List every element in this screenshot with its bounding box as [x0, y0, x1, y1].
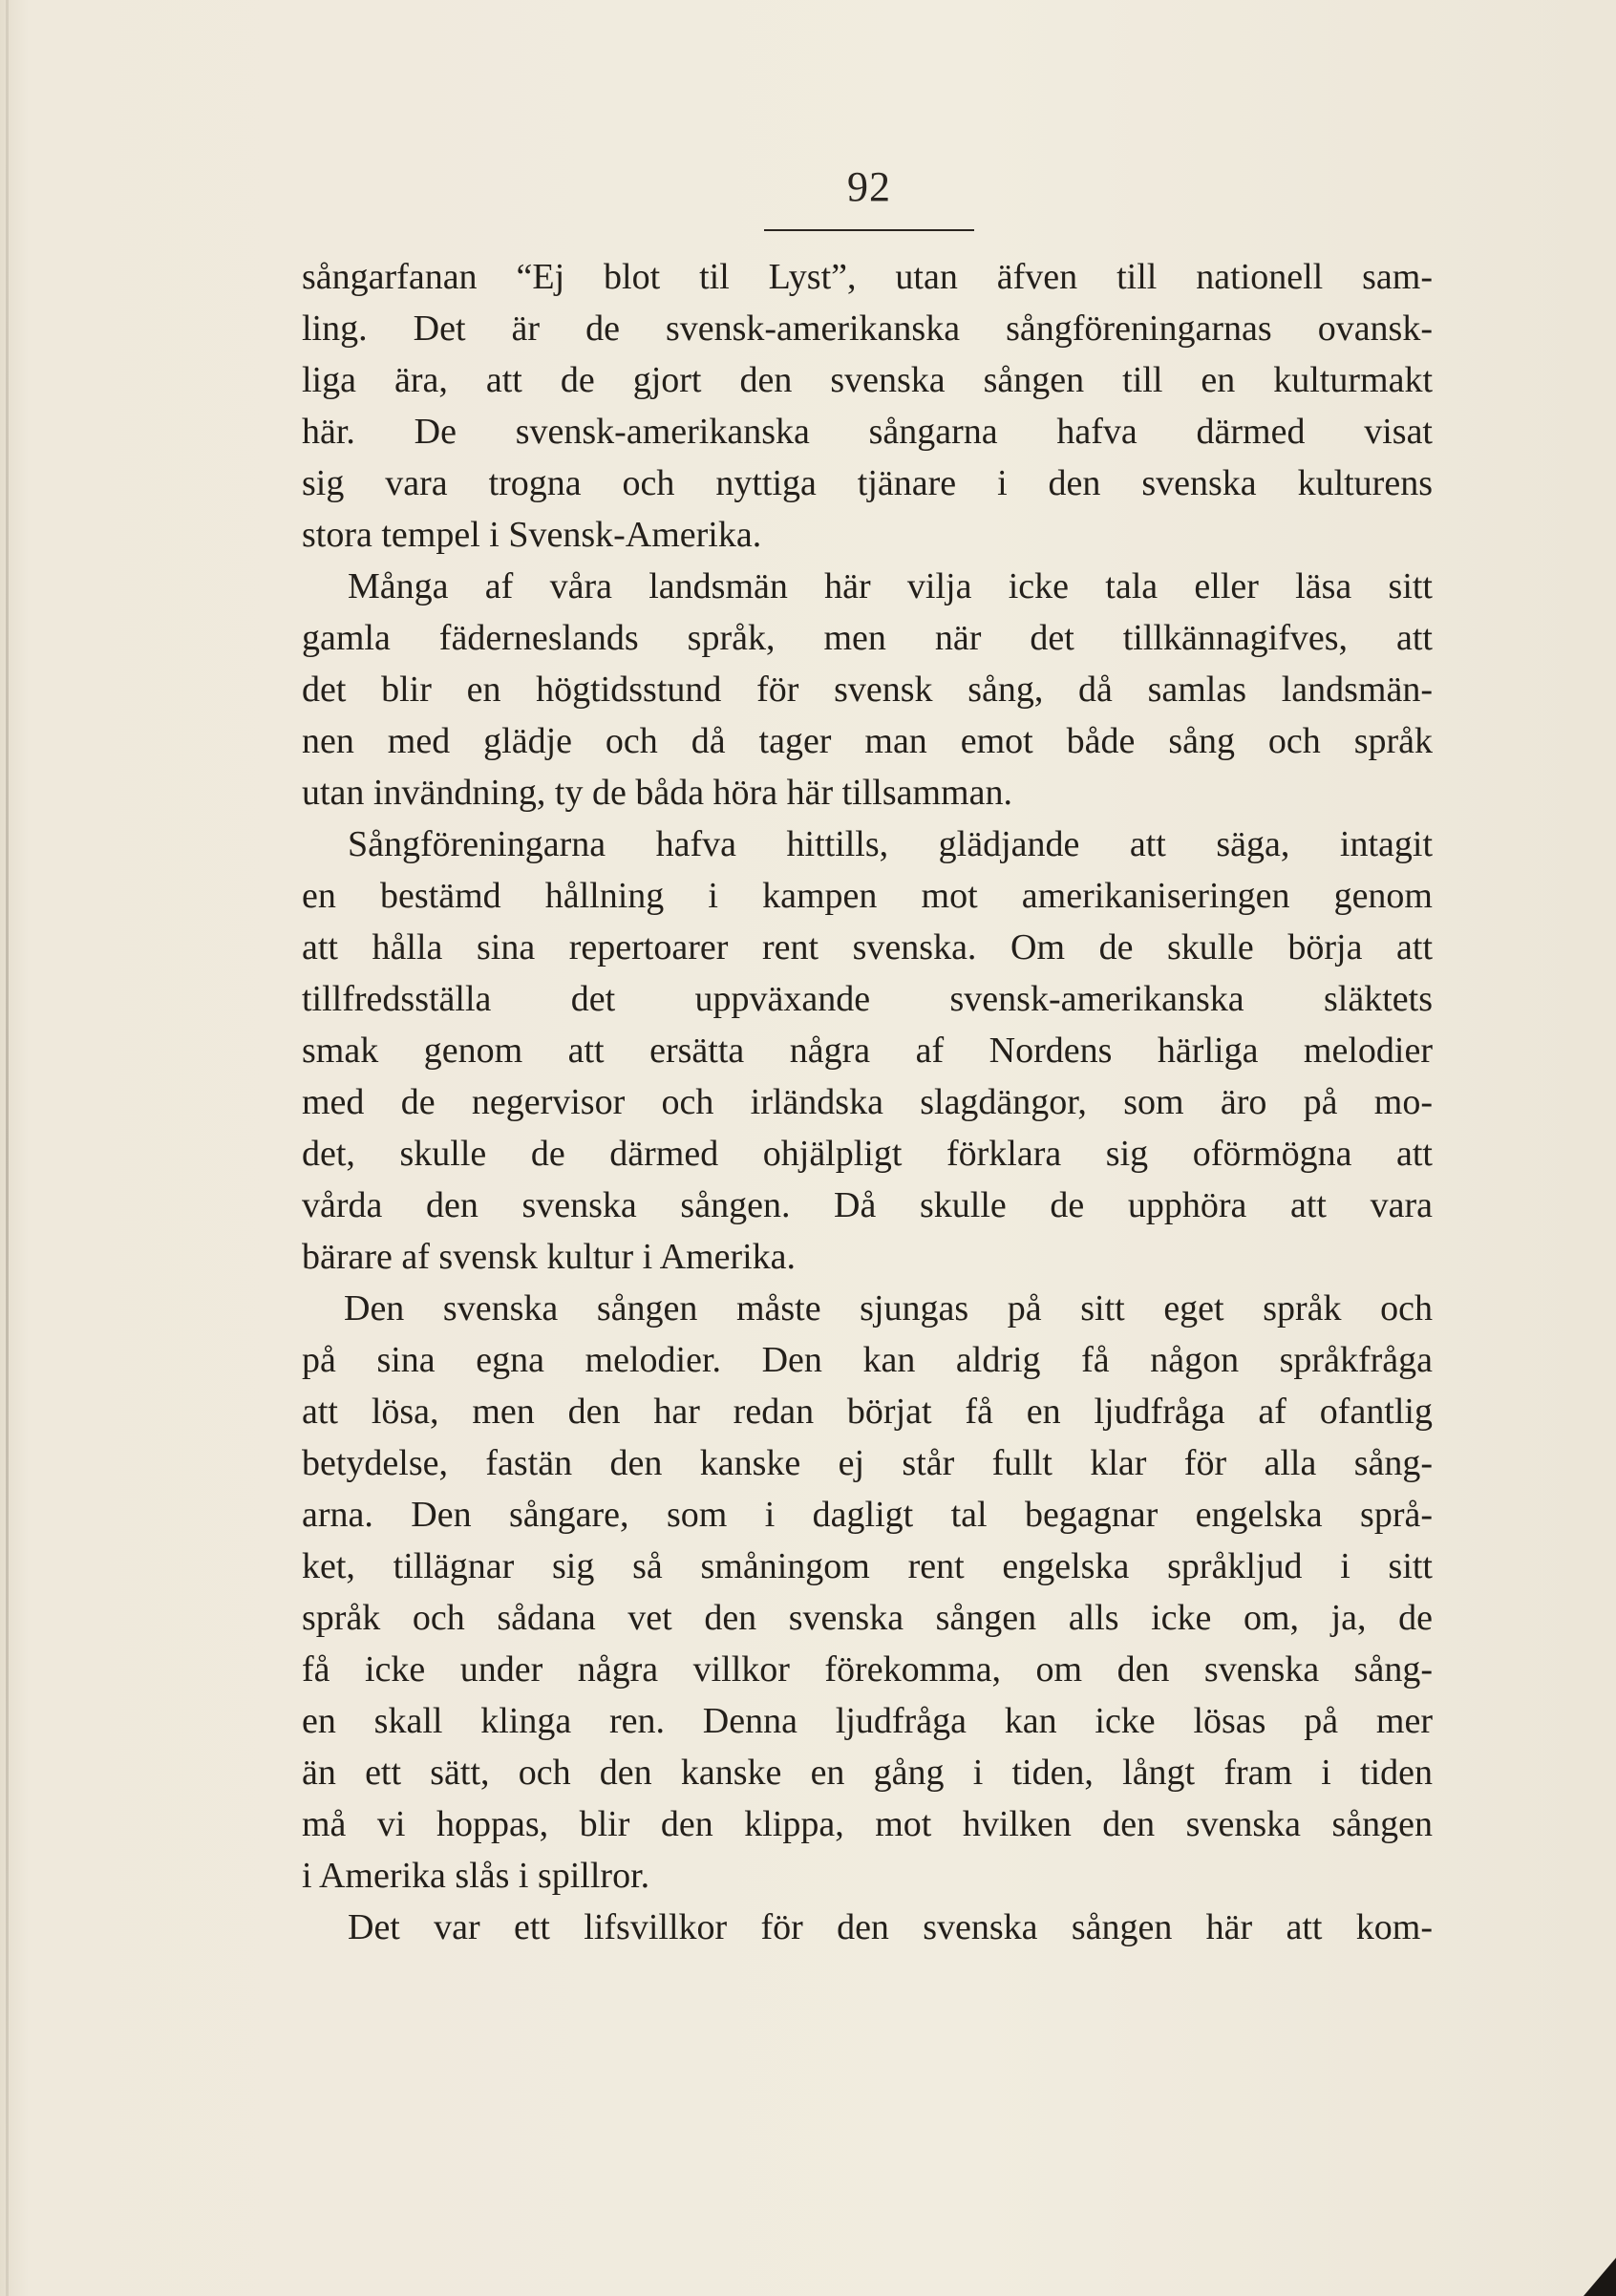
text-line: det blir en högtidsstund för svensk sång, då samlas landsmän- [302, 670, 1433, 710]
header-rule [764, 229, 974, 231]
text-line: på sina egna melodier. Den kan aldrig få någon språkfråga [302, 1340, 1433, 1380]
text-line: att hålla sina repertoarer rent svenska. Om de skulle börja att [302, 927, 1433, 967]
text-line: det, skulle de därmed ohjälpligt förklara sig oförmögna att [302, 1134, 1433, 1174]
text-line: en skall klinga ren. Denna ljudfråga kan icke lösas på mer [302, 1701, 1433, 1741]
text-line: Många af våra landsmän här vilja icke tala eller läsa sitt [348, 566, 1433, 606]
page-number: 92 [847, 163, 891, 210]
page-gutter [6, 0, 9, 2296]
text-line: en bestämd hållning i kampen mot amerikaniseringen genom [302, 876, 1433, 916]
text-line: än ett sätt, och den kanske en gång i tiden, långt fram i tiden [302, 1753, 1433, 1793]
text-line: utan invändning, ty de båda höra här tillsamman. [302, 773, 1012, 813]
text-line: sig vara trogna och nyttiga tjänare i den svenska kulturens [302, 463, 1433, 503]
text-line: bärare af svensk kultur i Amerika. [302, 1237, 797, 1277]
text-line: ket, tillägnar sig så småningom rent engelska språkljud i sitt [302, 1546, 1433, 1586]
text-line: nen med glädje och då tager man emot både sång och språk [302, 721, 1433, 761]
text-line: med de negervisor och irländska slagdängor, som äro på mo- [302, 1082, 1433, 1122]
text-line: arna. Den sångare, som i dagligt tal begagnar engelska språ- [302, 1495, 1433, 1535]
text-line: må vi hoppas, blir den klippa, mot hvilken den svenska sången [302, 1804, 1433, 1844]
text-line: ling. Det är de svensk-amerikanska sångföreningarnas ovansk- [302, 308, 1433, 349]
text-line: smak genom att ersätta några af Nordens härliga melodier [302, 1031, 1433, 1071]
text-line: Sångföreningarna hafva hittills, glädjande att säga, intagit [348, 824, 1433, 864]
text-line: Den svenska sången måste sjungas på sitt eget språk och [344, 1288, 1433, 1329]
text-line: i Amerika slås i spillror. [302, 1856, 650, 1896]
text-line: tillfredsställa det uppväxande svensk-amerikanska släktets [302, 979, 1433, 1019]
text-line: språk och sådana vet den svenska sången alls icke om, ja, de [302, 1598, 1433, 1638]
text-line: stora tempel i Svensk-Amerika. [302, 515, 762, 555]
text-line: betydelse, fastän den kanske ej står fullt klar för alla sång- [302, 1443, 1433, 1483]
text-line: sångarfanan “Ej blot til Lyst”, utan äfven till nationell sam- [302, 257, 1433, 297]
text-line: få icke under några villkor förekomma, om den svenska sång- [302, 1649, 1433, 1690]
body-text [302, 251, 1433, 1953]
text-line: här. De svensk-amerikanska sångarna hafva därmed visat [302, 412, 1433, 452]
text-line: vårda den svenska sången. Då skulle de upphöra att vara [302, 1185, 1433, 1225]
corner-fold-mark [1584, 2258, 1616, 2296]
text-line: Det var ett lifsvillkor för den svenska sången här att kom- [348, 1907, 1433, 1947]
text-line: gamla fäderneslands språk, men när det tillkännagifves, att [302, 618, 1433, 658]
text-line: att lösa, men den har redan börjat få en ljudfråga af ofantlig [302, 1392, 1433, 1432]
text-line: liga ära, att de gjort den svenska sången till en kulturmakt [302, 360, 1433, 400]
